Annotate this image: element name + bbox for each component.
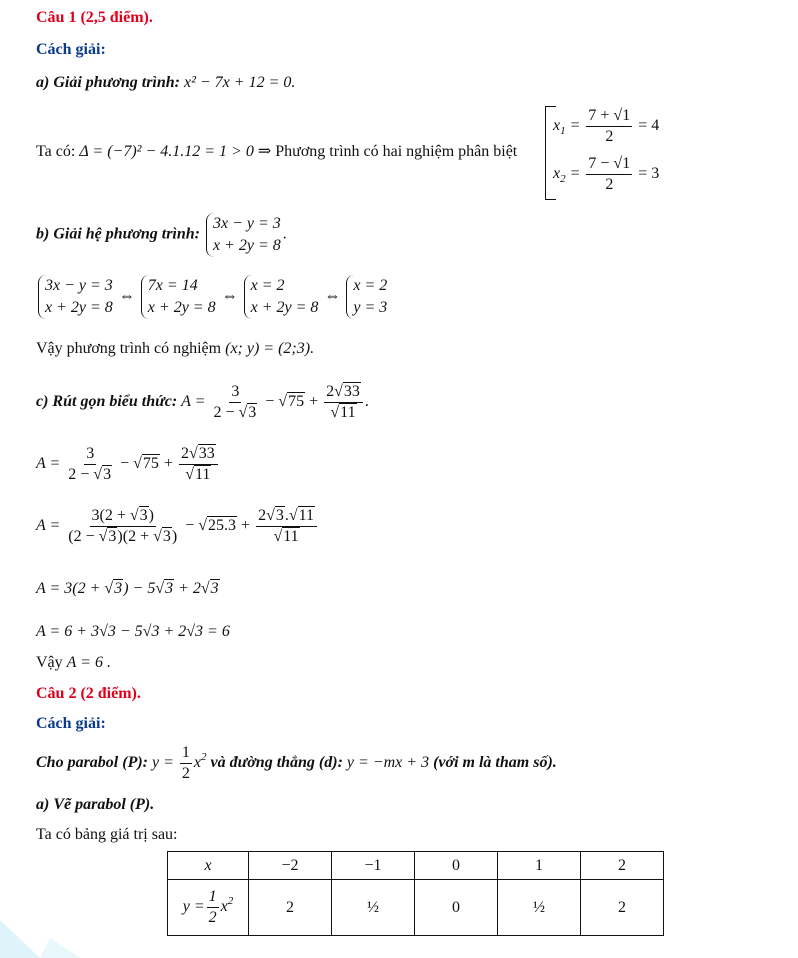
table-header-x: x [168,852,249,880]
x-value-cell: −2 [249,852,332,880]
y-value-cell: ½ [332,880,415,936]
q1-delta-line [36,141,517,161]
b-conclusion-text: Vậy phương trình có nghiệm [36,340,222,357]
y-value-cell: 2 [581,880,664,936]
c-final-prefix: Vậy [36,654,63,671]
y-value-cell: ½ [498,880,581,936]
b-answer: (x; y) = (2;3). [225,340,315,357]
q2-solution-label: Cách giải: [36,715,106,732]
q2-part-a: a) Vẽ parabol (P). [36,796,155,813]
y-value-cell: 0 [415,880,498,936]
q1-part-b: b) Giải hệ phương trình: 3x − y = 3 x + 2y = 8 . [36,213,287,257]
c-step-2: A = $\frac{3(2 + √3)}{(2 - √3)(2 + √3)}$ − √25.3 + $\frac{2√3.√11}{√11}$ [36,506,319,547]
c-final [36,654,111,672]
x2-value: = 3 [638,165,660,183]
q2-intro-prefix: Cho parabol (P): [36,754,148,772]
b-conclusion [36,340,314,358]
line-equation: y = −mx + 3 [346,754,430,772]
x1-numerator: 7 + √1 [586,106,632,127]
q2-intro: Cho parabol (P): y = $\frac{1}{2}$ $x^2$ và đường thẳng (d): y = −mx + 3 (với m là tham số). [36,744,557,782]
table-header-y: y = $\frac{1}{2}$ $x^2$ [168,880,249,936]
c-final-value: A = 6 . [66,654,111,671]
system-steps: 3x − y = 3 x + 2y = 8 ⇔ 7x = 14 x + 2y = 8 ⇔ x = 2 x + 2y = 8 ⇔ x = 2 y = 3 [36,275,389,319]
q2-intro-mid: và đường thẳng (d): [210,754,343,772]
table-intro: Ta có bảng giá trị sau: [36,826,178,843]
value-table [167,851,664,936]
c-step-1: A = $\frac{3}{2 - √3}$ − √75 + $\frac{2√33}{√11}$ [36,444,220,485]
x-value-cell: 2 [581,852,664,880]
corner-decoration [0,890,110,958]
x-value-cell: 1 [498,852,581,880]
root-x1: $x_1$ = $\frac{7 + √1}{2}$ = 4 [553,107,660,145]
q2-heading: Câu 2 (2 điểm). [36,685,141,702]
q1-heading: Câu 1 (2,5 điểm). [36,9,153,26]
c-step-4: A = 6 + 3√3 − 5√3 + 2√3 = 6 [36,623,230,640]
q2-intro-suffix: (với m là tham số). [433,754,557,772]
ta-co: Ta có: [36,143,76,160]
x2-denominator: 2 [605,176,614,193]
root-x2: $x_2$ = $\frac{7 - √1}{2}$ = 3 [553,155,660,193]
system-step-3: x = 2 x + 2y = 8 [244,275,319,319]
y-value-cell: 2 [249,880,332,936]
c-step-3: A = 3(2 + √3) − 5√3 + 2√3 [36,580,219,597]
q1-part-c: c) Rút gọn biểu thức: A = $\frac{3}{2 - √3}$ − √75 + $\frac{2√33}{√11}$ . [36,383,369,421]
q1-solution-label: Cách giải: [36,41,106,58]
table-row-y [168,880,664,936]
q1-part-a [36,74,295,92]
part-c-label: c) Rút gọn biểu thức: [36,393,178,411]
system-original: 3x − y = 3 x + 2y = 8 [206,213,281,257]
system-step-4: x = 2 y = 3 [346,275,387,319]
part-b-label: b) Giải hệ phương trình: [36,225,200,243]
x-value-cell: 0 [415,852,498,880]
part-a-label: a) Giải phương trình: [36,74,180,91]
x1-value: = 4 [638,117,660,135]
two-roots-text: Phương trình có hai nghiệm phân biệt [275,143,518,160]
x-value-cell: −1 [332,852,415,880]
x1-denominator: 2 [605,128,614,145]
table-row-x [168,852,664,880]
x2-numerator: 7 − √1 [586,154,632,175]
system-step-1: 3x − y = 3 x + 2y = 8 [38,275,113,319]
system-step-2: 7x = 14 x + 2y = 8 [141,275,216,319]
delta-expression: Δ = (−7)² − 4.1.12 = 1 > 0 ⇒ [79,143,272,160]
part-a-equation: x² − 7x + 12 = 0. [183,74,296,91]
